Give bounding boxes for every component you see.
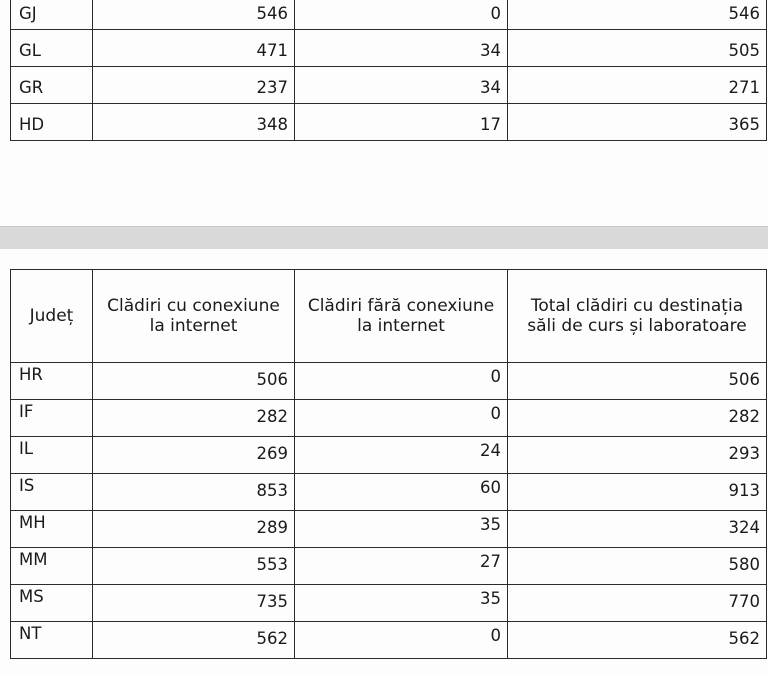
table-header — [11, 270, 767, 363]
document-page-bottom — [0, 249, 768, 675]
cell-county: MM — [11, 548, 93, 585]
cell-with-internet: 289 — [93, 511, 295, 548]
table-row — [11, 104, 767, 141]
cell-total: 913 — [508, 474, 767, 511]
cell-county: IL — [11, 437, 93, 474]
cell-with-internet: 735 — [93, 585, 295, 622]
cell-with-internet: 546 — [93, 0, 295, 30]
cell-county: GL — [11, 30, 93, 67]
cell-without-internet: 24 — [295, 437, 508, 474]
cell-without-internet: 0 — [295, 363, 508, 400]
header-total: Total clădiri cu destinația săli de curs și laboratoare — [508, 270, 767, 363]
cell-total: 770 — [508, 585, 767, 622]
table-row — [11, 585, 767, 622]
cell-total: 293 — [508, 437, 767, 474]
cell-without-internet: 35 — [295, 511, 508, 548]
table-row — [11, 0, 767, 30]
table-body — [11, 0, 767, 141]
cell-without-internet: 0 — [295, 622, 508, 659]
cell-without-internet: 27 — [295, 548, 508, 585]
header-county: Județ — [11, 270, 93, 363]
cell-total: 282 — [508, 400, 767, 437]
cell-without-internet: 60 — [295, 474, 508, 511]
page-separator — [0, 226, 768, 250]
cell-with-internet: 471 — [93, 30, 295, 67]
cell-county: HD — [11, 104, 93, 141]
cell-county: GJ — [11, 0, 93, 30]
cell-with-internet: 553 — [93, 548, 295, 585]
cell-total: 506 — [508, 363, 767, 400]
table-row — [11, 548, 767, 585]
cell-county: MS — [11, 585, 93, 622]
cell-with-internet: 853 — [93, 474, 295, 511]
table-row — [11, 67, 767, 104]
cell-with-internet: 348 — [93, 104, 295, 141]
table-row — [11, 400, 767, 437]
cell-county: HR — [11, 363, 93, 400]
header-without-internet: Clădiri fără conexiune la internet — [295, 270, 508, 363]
cell-with-internet: 282 — [93, 400, 295, 437]
buildings-internet-table — [10, 269, 767, 659]
cell-county: NT — [11, 622, 93, 659]
cell-with-internet: 562 — [93, 622, 295, 659]
cell-with-internet: 269 — [93, 437, 295, 474]
cell-total: 505 — [508, 30, 767, 67]
table-row — [11, 511, 767, 548]
cell-county: GR — [11, 67, 93, 104]
table-body — [11, 363, 767, 659]
buildings-table-continued — [10, 0, 767, 141]
cell-with-internet: 237 — [93, 67, 295, 104]
cell-without-internet: 0 — [295, 400, 508, 437]
cell-total: 271 — [508, 67, 767, 104]
cell-county: IS — [11, 474, 93, 511]
cell-total: 546 — [508, 0, 767, 30]
cell-without-internet: 17 — [295, 104, 508, 141]
cell-without-internet: 34 — [295, 30, 508, 67]
cell-with-internet: 506 — [93, 363, 295, 400]
cell-without-internet: 0 — [295, 0, 508, 30]
header-with-internet: Clădiri cu conexiune la internet — [93, 270, 295, 363]
table-row — [11, 30, 767, 67]
cell-without-internet: 34 — [295, 67, 508, 104]
cell-total: 324 — [508, 511, 767, 548]
cell-county: IF — [11, 400, 93, 437]
document-page-top — [0, 0, 768, 226]
cell-without-internet: 35 — [295, 585, 508, 622]
cell-total: 562 — [508, 622, 767, 659]
table-row — [11, 622, 767, 659]
table-row — [11, 437, 767, 474]
cell-county: MH — [11, 511, 93, 548]
cell-total: 580 — [508, 548, 767, 585]
cell-total: 365 — [508, 104, 767, 141]
table-row — [11, 474, 767, 511]
table-row — [11, 363, 767, 400]
